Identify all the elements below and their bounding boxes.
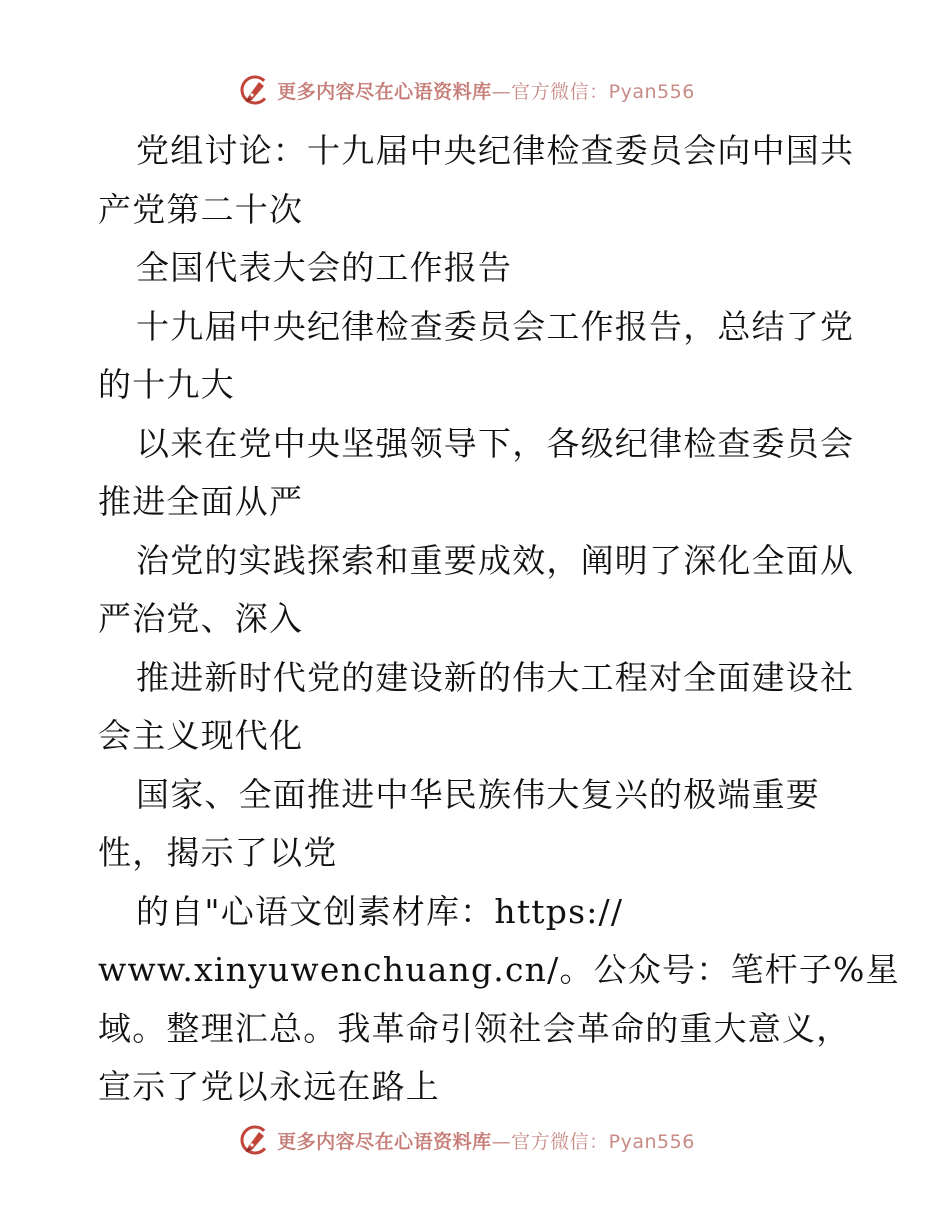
text-line: 国家、全面推进中华民族伟大复兴的极端重要 [136,774,820,814]
text-line: 宣示了党以永远在路上 [98,1067,440,1106]
text-line: 全国代表大会的工作报告 [136,248,513,287]
footer-separator: — [491,1130,512,1153]
document-body [98,122,900,1117]
text-line: 会主义现代化 [98,716,304,755]
text-line: 性，揭示了以党 [98,833,338,872]
header-separator: — [491,80,512,103]
header-banner [0,70,950,110]
header-wechat-text: 官方微信：Pyan556 [511,80,695,103]
footer-wechat-text: 官方微信：Pyan556 [511,1130,695,1153]
header-site-text: 更多内容尽在心语资料库 [277,80,492,103]
header-banner-text [277,77,695,104]
text-line: 的自"心语文创素材库：https:// [136,891,624,931]
text-line: 党组讨论：十九届中央纪律检查委员会向中国共 [136,131,855,170]
footer-banner-text [277,1127,695,1154]
text-line: 十九届中央纪律检查委员会工作报告，总结了党 [136,306,855,346]
text-line: 推进新时代党的建设新的伟大工程对全面建设社 [136,657,855,697]
footer-banner [0,1120,950,1160]
text-line: 的十九大 [98,365,235,404]
text-line: 域。整理汇总。我革命引领社会革命的重大意义， [98,1008,851,1048]
footer-site-text: 更多内容尽在心语资料库 [277,1130,492,1153]
text-line: 治党的实践探索和重要成效，阐明了深化全面从 [136,540,855,580]
pen-nib-logo-icon [239,74,271,106]
text-line: www.xinyuwenchuang.cn/。公众号：笔杆子%星 [98,950,900,989]
text-line: 产党第二十次 [98,189,304,229]
pen-nib-logo-icon [239,1124,271,1156]
text-line: 严治党、深入 [98,599,304,638]
footer-banner-content [239,1124,695,1156]
text-line: 以来在党中央坚强领导下，各级纪律检查委员会 [136,423,855,463]
header-banner-content [239,74,695,106]
text-line: 推进全面从严 [98,482,304,521]
